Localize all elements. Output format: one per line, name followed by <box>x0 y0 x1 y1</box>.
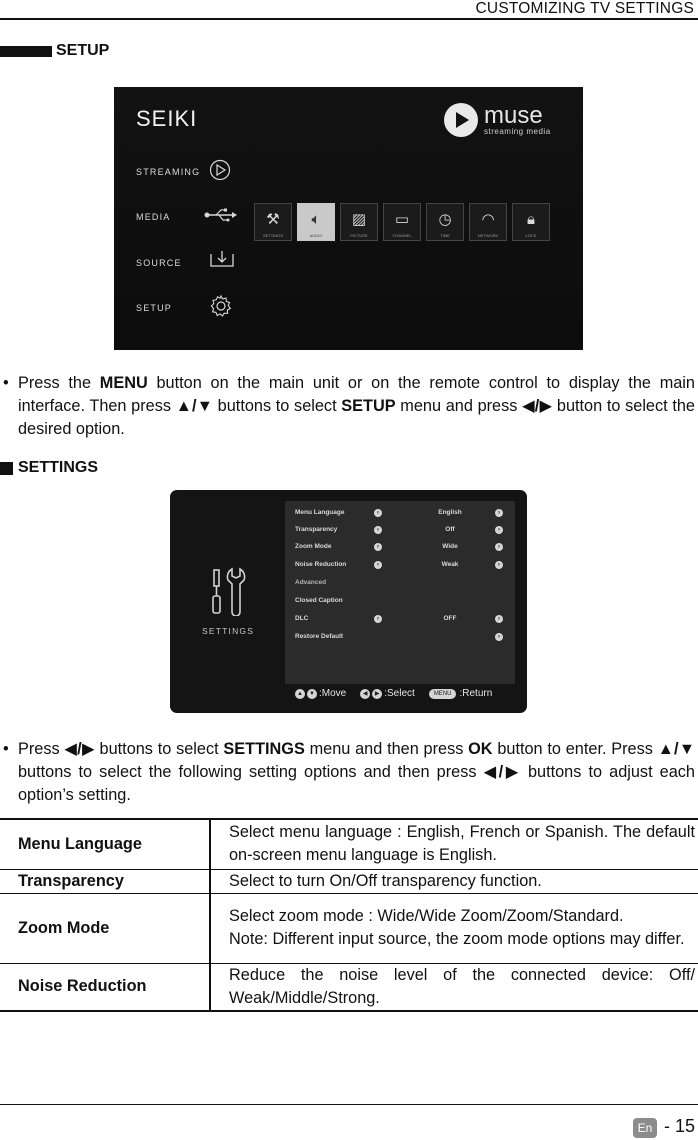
tile-label: PICTURE <box>350 233 368 238</box>
tile-label: CHANNEL <box>392 233 412 238</box>
arrow-right-icon[interactable]: › <box>495 633 503 641</box>
option-value: Weak <box>441 561 459 568</box>
down-icon: ▼ <box>307 689 317 699</box>
heading-bar-icon <box>0 46 52 57</box>
tile-label: SETTINGS <box>262 233 283 238</box>
option-name: Noise Reduction <box>295 561 347 568</box>
right-icon: ▶ <box>372 689 382 699</box>
option-value: English <box>438 509 462 516</box>
option-row-zoom-mode[interactable] <box>295 543 507 555</box>
option-name: Menu Language <box>295 509 345 516</box>
table-cell-name: Transparency <box>0 869 210 893</box>
muse-wordmark: muse <box>484 101 543 129</box>
table-row <box>0 893 698 963</box>
table-row <box>0 869 698 893</box>
tile-audio[interactable] <box>297 203 335 241</box>
tile-label: NETWORK <box>477 233 499 238</box>
gear-icon <box>209 294 233 323</box>
settings-heading-text: SETTINGS <box>18 459 99 476</box>
table-cell-desc: Select menu language : English, French or Spanish. The default on-screen menu language is English. <box>229 823 695 865</box>
option-name: DLC <box>295 615 309 622</box>
settings-caption: SETTINGS <box>202 626 255 636</box>
setup-instruction: • Press the MENU button on the main unit or on the remote control to display the main interface. Then press ▲/▼ buttons to select SETUP menu and press ◀/▶ button to select the desired option. <box>3 374 695 438</box>
arrow-left-icon[interactable]: ‹ <box>374 615 382 623</box>
tile-time[interactable] <box>426 203 464 241</box>
option-row-noise-reduction[interactable] <box>295 561 507 573</box>
bullet-icon: • <box>3 374 9 392</box>
table-cell-note: Note: Different input source, the zoom mode options may differ. <box>229 930 685 948</box>
heading-square-icon <box>0 462 13 475</box>
help-select: :Select <box>384 688 415 699</box>
footer-rule <box>0 1104 698 1105</box>
muse-logo <box>444 103 551 137</box>
speaker-icon: 🔈︎ <box>311 210 321 228</box>
option-value: Off <box>445 526 455 533</box>
setup-tiles <box>254 203 550 241</box>
lock-icon: 🔒︎ <box>527 210 535 228</box>
tile-picture[interactable] <box>340 203 378 241</box>
tile-label: AUDIO <box>309 233 323 238</box>
settings-tools-icon: ⚒ <box>266 211 280 228</box>
option-row-menu-language[interactable] <box>295 509 507 521</box>
arrow-right-icon[interactable]: › <box>495 526 503 534</box>
option-value: Wide <box>442 543 458 550</box>
option-row-advanced[interactable] <box>295 579 507 591</box>
arrow-left-icon[interactable]: ‹ <box>374 509 382 517</box>
option-value: OFF <box>443 615 457 622</box>
settings-tools-icon <box>210 566 250 616</box>
arrow-left-icon[interactable]: ‹ <box>374 543 382 551</box>
setup-heading-text: SETUP <box>56 42 110 59</box>
seiki-logo: SEIKI <box>136 106 198 131</box>
option-row-transparency[interactable] <box>295 526 507 538</box>
setup-screen <box>114 87 583 350</box>
tile-label: LOCK <box>525 233 537 238</box>
bullet-icon: • <box>3 740 9 758</box>
page-header-title: CUSTOMIZING TV SETTINGS <box>475 0 694 17</box>
settings-instruction: • Press ◀/▶ buttons to select SETTINGS menu and then press OK button to enter. Press ▲/▼ buttons to select the following setting options and then press ◀/▶ buttons to adjust each option’s setting. <box>3 740 695 804</box>
clock-icon: ◷ <box>438 211 452 228</box>
source-icon <box>209 250 235 273</box>
arrow-right-icon[interactable]: › <box>495 615 503 623</box>
channel-icon: ▭ <box>394 211 410 228</box>
table-cell-name: Menu Language <box>0 819 210 869</box>
menu-item-setup[interactable]: SETUP <box>136 303 173 313</box>
tile-channel[interactable] <box>383 203 421 241</box>
arrow-left-icon[interactable]: ‹ <box>374 526 382 534</box>
table-cell-desc: Select zoom mode : Wide/Wide Zoom/Zoom/Standard. <box>229 907 624 925</box>
usb-icon <box>204 207 238 228</box>
table-cell-desc: Select to turn On/Off transparency function. <box>229 871 542 890</box>
option-name: Closed Caption <box>295 597 343 604</box>
option-name: Transparency <box>295 526 338 533</box>
menu-item-streaming[interactable]: STREAMING <box>136 167 201 177</box>
option-row-dlc[interactable] <box>295 615 507 627</box>
tile-label: TIME <box>440 233 450 238</box>
help-bar <box>295 688 492 699</box>
table-row <box>0 819 698 869</box>
option-row-restore-default[interactable] <box>295 633 507 645</box>
settings-screen <box>170 490 527 713</box>
help-move: :Move <box>319 688 347 699</box>
settings-table <box>0 818 698 1012</box>
page-number: - 15 <box>664 1116 696 1136</box>
muse-play-icon <box>444 103 478 137</box>
menu-key-icon: MENU <box>429 689 457 699</box>
header-rule <box>0 18 698 20</box>
tile-settings[interactable] <box>254 203 292 241</box>
left-icon: ◀ <box>360 689 370 699</box>
arrow-left-icon[interactable]: ‹ <box>374 561 382 569</box>
option-name: Restore Default <box>295 633 344 640</box>
option-name: Advanced <box>295 579 327 586</box>
menu-item-media[interactable]: MEDIA <box>136 212 171 222</box>
arrow-right-icon[interactable]: › <box>495 509 503 517</box>
settings-panel <box>285 501 515 684</box>
table-row <box>0 963 698 1011</box>
help-return: :Return <box>459 688 493 699</box>
table-cell-desc: Reduce the noise level of the connected device: Off/ Weak/Middle/Strong. <box>229 965 695 1007</box>
menu-item-source[interactable]: SOURCE <box>136 258 182 268</box>
language-badge: En <box>633 1118 657 1138</box>
settings-heading <box>0 459 98 477</box>
setup-heading <box>0 42 109 60</box>
up-icon: ▲ <box>295 689 305 699</box>
muse-tagline: streaming media <box>484 126 551 136</box>
table-cell-name: Noise Reduction <box>0 963 210 1011</box>
tile-network[interactable] <box>469 203 507 241</box>
arrow-right-icon[interactable]: › <box>495 543 503 551</box>
option-name: Zoom Mode <box>295 543 332 550</box>
tile-lock[interactable] <box>512 203 550 241</box>
play-icon <box>209 159 231 186</box>
option-row-closed-caption[interactable] <box>295 597 507 609</box>
picture-icon: ▨ <box>351 211 367 228</box>
wifi-icon: ◠ <box>481 211 495 228</box>
arrow-right-icon[interactable]: › <box>495 561 503 569</box>
table-cell-name: Zoom Mode <box>0 893 210 963</box>
